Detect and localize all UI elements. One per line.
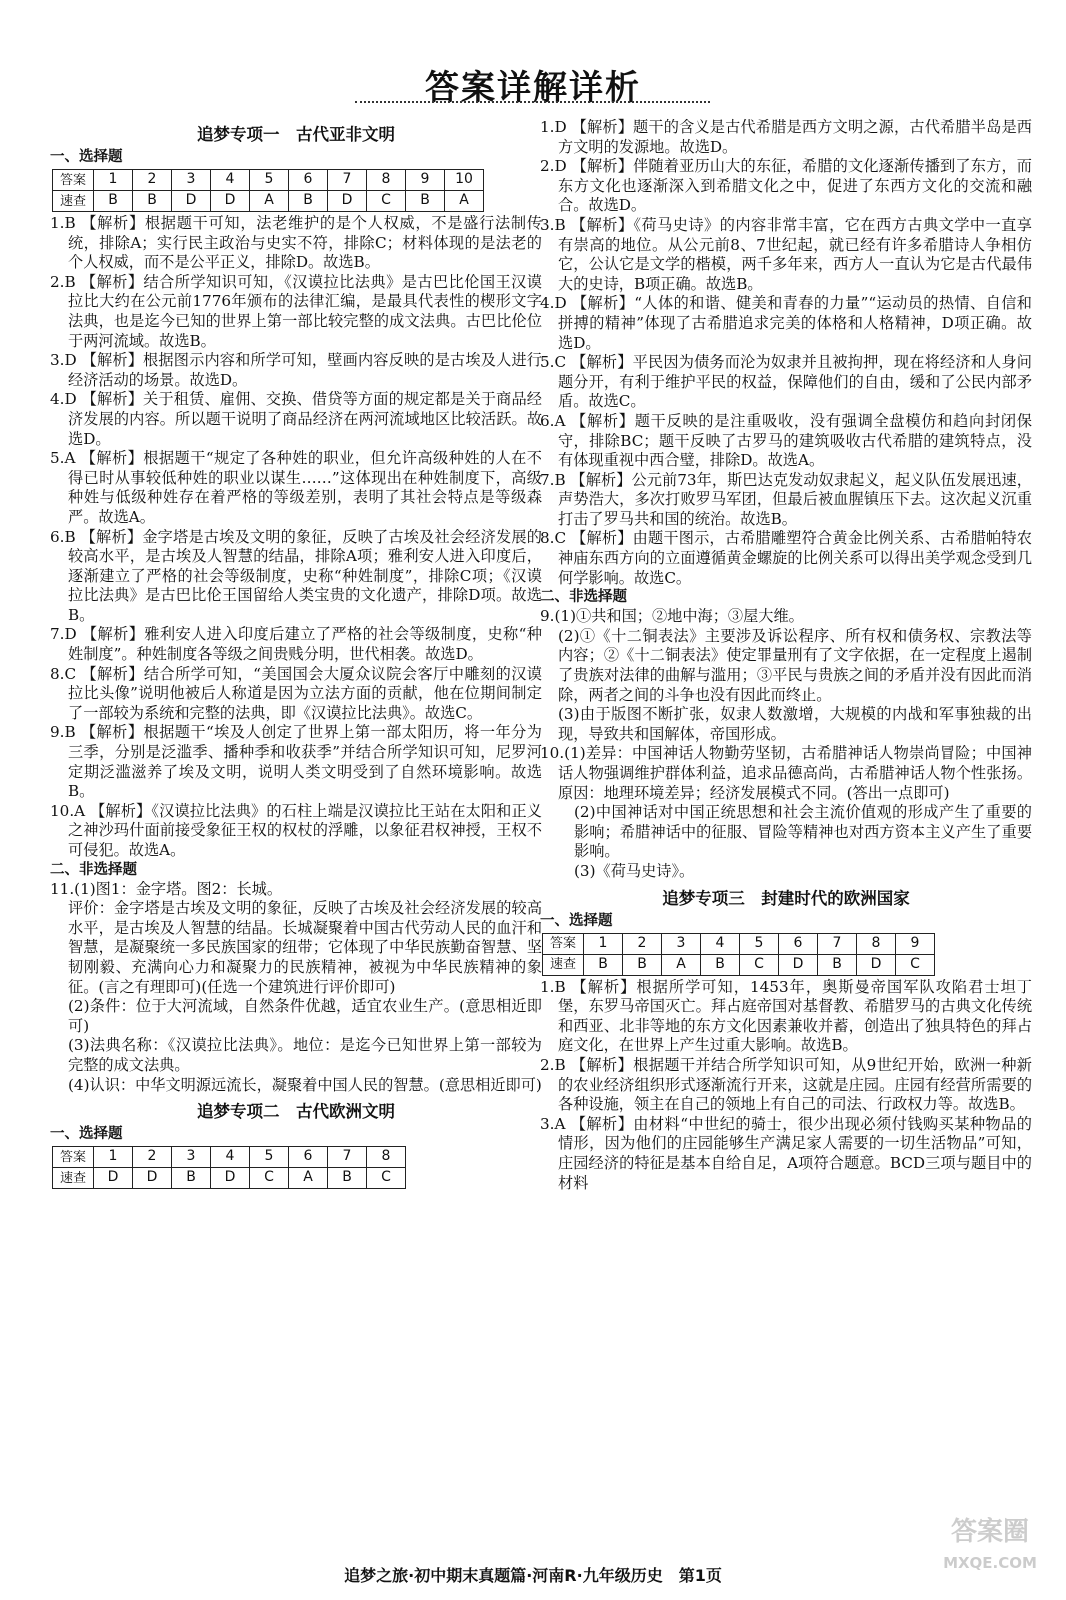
answer-cell: B	[623, 954, 662, 975]
list-item: 4.D 【解析】关于租赁、雇佣、交换、借贷等方面的规定都是关于商品经济发展的内容。所以题干说明了商品经济在两河流域地区比较活跃。故选D。	[50, 390, 542, 448]
answer-cell: C	[367, 1168, 406, 1189]
list-item: 3.B 【解析】《荷马史诗》的内容非常丰富，它在西方古典文学中一直享有崇高的地位。从公元前8、7世纪起，就已经有许多希腊诗人争相仿它，公认它是文学的楷模，两千多年来，西方人一直认为它是古代最伟大的史诗，B项正确。故选B。	[540, 215, 1032, 293]
list-item: 1.B 【解析】根据题干可知，法老维护的是个人权威，不是盛行法制传统，排除A；实行民主政治与史实不符，排除C；材料体现的是法老的个人权威，而不是公平正义，排除D。故选B。	[50, 214, 542, 272]
list-item: 7.B 【解析】公元前73年，斯巴达克发动奴隶起义，起义队伍发展迅速，声势浩大，多次打败罗马军团，但最后被血腥镇压下去。这次起义沉重打击了罗马共和国的统治。故选B。	[540, 470, 1032, 528]
answer-cell: D	[328, 191, 367, 212]
title-underline	[355, 101, 710, 103]
question-number-cell: 6	[289, 170, 328, 191]
watermark-logo	[930, 1500, 1050, 1580]
left-column	[50, 118, 542, 1191]
answer-cell: B	[818, 954, 857, 975]
question-number-cell: 9	[406, 170, 445, 191]
question-number-cell: 1	[584, 933, 623, 954]
question-number-cell: 10	[445, 170, 484, 191]
list-item: 9.(1)①共和国；②地中海；③屋大维。	[540, 607, 804, 626]
answer-table-1	[52, 169, 484, 212]
list-item: (3)《荷马史诗》。	[574, 861, 695, 880]
question-number-cell: 8	[367, 170, 406, 191]
question-10	[540, 744, 1032, 881]
question-number-cell: 1	[94, 1147, 133, 1168]
answer-cell: D	[779, 954, 818, 975]
table-label-check: 速查	[53, 191, 94, 212]
answer-cell: B	[133, 191, 172, 212]
list-item: (2)①《十二铜表法》主要涉及诉讼程序、所有权和债务权、宗教法等内容；②《十二铜表法》使定罪量刑有了文字依据，在一定程度上遏制了贵族对法律的曲解与滥用；③平民与贵族之间的矛盾并没有因此而消除，两者之间的斗争也没有因此而终止。	[558, 626, 1032, 704]
question-number-cell: 8	[367, 1147, 406, 1168]
section-title-3: 追梦专项三 封建时代的欧洲国家	[662, 888, 910, 908]
list-item: 4.D 【解析】“人体的和谐、健美和青春的力量”“运动员的热情、自信和拼搏的精神”体现了古希腊追求完美的体格和人格精神，D项正确。故选D。	[540, 294, 1032, 352]
page-footer: 追梦之旅·初中期末真题篇·河南R·九年级历史 第1页	[344, 1566, 722, 1585]
page-title: 答案详解详析	[425, 68, 641, 108]
question-number-cell: 5	[250, 1147, 289, 1168]
answer-cell: B	[406, 191, 445, 212]
list-item: 10.(1)差异：中国神话人物勤劳坚韧，古希腊神话人物崇尚冒险；中国神话人物强调维护群体利益，追求品德高尚，古希腊神话人物个性张扬。原因：地理环境差异；经济发展模式不同。(答出一点即可)	[540, 744, 1032, 802]
question-number-cell: 4	[211, 1147, 250, 1168]
answer-list-2	[540, 118, 1032, 588]
answer-cell: C	[367, 191, 406, 212]
list-item: (2)中国神话对中国正统思想和社会主流价值观的形成产生了重要的影响；希腊神话中的征服、冒险等精神也对西方资本主义产生了重要影响。	[574, 803, 1032, 861]
question-number-cell: 1	[94, 170, 133, 191]
list-item: 3.D 【解析】根据图示内容和所学可知，壁画内容反映的是古埃及人进行经济活动的场景。故选D。	[50, 351, 542, 389]
list-item: 5.A 【解析】根据题干“规定了各种姓的职业，但允许高级种姓的人在不得已时从事较低种姓的职业以谋生……”这体现出在种姓制度下，高级种姓与低级种姓存在着严格的等级差别，表明了其社会特点是等级森严。故选A。	[50, 449, 542, 526]
choice-heading-1: 一、选择题	[50, 149, 123, 165]
choice-heading-2: 一、选择题	[50, 1126, 123, 1143]
answer-list-1	[50, 214, 542, 861]
list-item: 6.A 【解析】题干反映的是注重吸收，没有强调全盘模仿和趋向封闭保守，排除BC；题干反映了古罗马的建筑吸收古代希腊的建筑特点，没有体现重视中西合璧，排除D。故选A。	[540, 411, 1032, 470]
list-item: 2.B 【解析】结合所学知识可知，《汉谟拉比法典》是古巴比伦国王汉谟拉比大约在公元前1776年颁布的法律汇编，是最具代表性的楔形文字法典，也是迄今已知的世界上第一部比较完整的成文法典。古巴比伦位于两河流域。故选B。	[50, 272, 542, 350]
watermark-text: 答案圈	[950, 1517, 1030, 1547]
answer-cell: A	[250, 191, 289, 212]
question-number-cell: 4	[701, 933, 740, 954]
answer-cell: B	[289, 191, 328, 212]
question-number-cell: 8	[857, 933, 896, 954]
list-item: 1.D 【解析】题干的含义是古代希腊是西方文明之源，古代希腊半岛是西方文明的发源地。故选D。	[540, 118, 1032, 156]
answer-cell: D	[211, 191, 250, 212]
question-number-cell: 2	[133, 1147, 172, 1168]
question-number-cell: 2	[623, 933, 662, 954]
question-number-cell: 6	[779, 933, 818, 954]
answer-cell: C	[250, 1168, 289, 1189]
section-title-1: 追梦专项一 古代亚非文明	[197, 125, 395, 144]
list-item: 7.D 【解析】雅利安人进入印度后建立了严格的社会等级制度，史称“种姓制度”。种姓制度各等级之间贵贱分明，世代相袭。故选D。	[50, 625, 542, 664]
answer-table-3	[542, 933, 935, 976]
list-item: 评价：金字塔是古埃及文明的象征，反映了古埃及社会经济发展的较高水平，是古埃及人智慧的结晶。长城凝聚着中国古代劳动人民的血汗和智慧，是凝聚统一多民族国家的纽带；它体现了中华民族勤奋智慧、坚韧刚毅、充满向心力和凝聚力的民族精神，被视为中华民族精神的象征。(言之有理即可)(任选一个建筑进行评价即可)	[68, 899, 542, 996]
question-11	[50, 880, 542, 1096]
answer-cell: C	[896, 954, 935, 975]
answer-cell: A	[662, 954, 701, 975]
question-number-cell: 3	[172, 1147, 211, 1168]
section-title-2: 追梦专项二 古代欧洲文明	[197, 1102, 395, 1122]
answer-cell: B	[584, 954, 623, 975]
choice-heading-3: 一、选择题	[540, 912, 613, 929]
answer-table-2	[52, 1146, 406, 1189]
list-item: 1.B 【解析】根据所学可知，1453年，奥斯曼帝国军队攻陷君士坦丁堡，东罗马帝国灭亡。拜占庭帝国对基督教、希腊罗马的古典文化传统和西亚、北非等地的东方文化因素兼收并蓄，创造出了独具特色的拜占庭文化，在世界上产生过重大影响。故选B。	[540, 977, 1032, 1055]
question-number-cell: 6	[289, 1147, 328, 1168]
answer-cell: D	[133, 1168, 172, 1189]
answer-cell: B	[328, 1168, 367, 1189]
answer-cell: B	[172, 1168, 211, 1189]
question-number-cell: 2	[133, 170, 172, 191]
list-item: (3)法典名称：《汉谟拉比法典》。地位：是迄今已知世界上第一部较为完整的成文法典。	[68, 1036, 542, 1074]
question-number-cell: 3	[662, 933, 701, 954]
list-item: 3.A 【解析】由材料“中世纪的骑士，很少出现必须付钱购买某种物品的情形，因为他们的庄园能够生产满足家人需要的一切生活物品”可知，庄园经济的特征是基本自给自足，A项符合题意。BCD三项与题目中的材料	[540, 1114, 1032, 1192]
list-item: 11.(1)图1：金字塔。图2：长城。	[50, 879, 283, 898]
watermark-url: MXQE.COM	[943, 1554, 1037, 1572]
list-item: 2.B 【解析】根据题干并结合所学知识可知，从9世纪开始，欧洲一种新的农业经济组织形式逐渐流行开来，这就是庄园。庄园有经营所需要的各种设施，领主在自己的领地上有自己的司法、行政权力等。故选B。	[540, 1055, 1032, 1114]
list-item: 5.C 【解析】平民因为债务而沦为奴隶并且被拘押，现在将经济和人身问题分开，有利于维护平民的权益，保障他们的自由，缓和了公民内部矛盾。故选C。	[540, 353, 1032, 411]
list-item: (4)认识：中华文明源远流长，凝聚着中国人民的智慧。(意思相近即可)	[68, 1075, 542, 1094]
list-item: 8.C 【解析】由题干图示，古希腊雕塑符合黄金比例关系、古希腊帕特农神庙东西方向的立面遵循黄金螺旋的比例关系可以得出美学观念受到几何学影响。故选C。	[540, 529, 1032, 587]
answer-cell: C	[740, 954, 779, 975]
question-number-cell: 7	[328, 1147, 367, 1168]
question-number-cell: 3	[172, 170, 211, 191]
table-label-check: 速查	[53, 1168, 94, 1189]
question-number-cell: 7	[818, 933, 857, 954]
question-number-cell: 5	[740, 933, 779, 954]
question-number-cell: 9	[896, 933, 935, 954]
answer-cell: A	[289, 1168, 328, 1189]
nonchoice-heading-2: 二、非选择题	[540, 589, 627, 606]
right-column	[540, 118, 1032, 1193]
answer-cell: D	[94, 1168, 133, 1189]
question-number-cell: 4	[211, 170, 250, 191]
answer-cell: A	[445, 191, 484, 212]
question-9	[540, 607, 1032, 744]
question-number-cell: 5	[250, 170, 289, 191]
list-item: 6.B 【解析】金字塔是古埃及文明的象征，反映了古埃及社会经济发展的较高水平，是古埃及人智慧的结晶，排除A项；雅利安人进入印度后，逐渐建立了严格的社会等级制度，史称“种姓制度”，排除C项；《汉谟拉比法典》是古巴比伦王国留给人类宝贵的文化遗产，排除D项。故选B。	[50, 527, 542, 624]
answer-cell: B	[94, 191, 133, 212]
table-label-answer: 答案	[543, 933, 584, 954]
nonchoice-heading-1: 二、非选择题	[50, 861, 137, 878]
table-label-answer: 答案	[53, 170, 94, 191]
answer-cell: D	[172, 191, 211, 212]
list-item: (3)由于版图不断扩张，奴隶人数激增，大规模的内战和军事独裁的出现，导致共和国解体，帝国形成。	[558, 705, 1032, 743]
answer-cell: B	[701, 954, 740, 975]
list-item: 10.A 【解析】《汉谟拉比法典》的石柱上端是汉谟拉比王站在太阳和正义之神沙玛什面前接受象征王权的权杖的浮雕，以象征君权神授，王权不可侵犯。故选A。	[50, 801, 542, 859]
list-item: 8.C 【解析】结合所学可知，“美国国会大厦众议院会客厅中雕刻的汉谟拉比头像”说明他被后人称道是因为立法方面的贡献，他在位期间制定了一部较为系统和完整的法典，即《汉谟拉比法典》。故选C。	[50, 664, 542, 722]
answer-cell: D	[211, 1168, 250, 1189]
answer-list-3	[540, 978, 1032, 1194]
list-item: 9.B 【解析】根据题干“埃及人创定了世界上第一部太阳历，将一年分为三季，分别是泛滥季、播种季和收获季”并结合所学知识可知，尼罗河定期泛滥滋养了埃及文明，说明人类文明受到了自然环境影响。故选B。	[50, 723, 542, 801]
question-number-cell: 7	[328, 170, 367, 191]
list-item: 2.D 【解析】伴随着亚历山大的东征，希腊的文化逐渐传播到了东方，而东方文化也逐渐深入到希腊文化之中，促进了东西方文化的交流和融合。故选D。	[540, 157, 1032, 215]
table-label-answer: 答案	[53, 1147, 94, 1168]
table-label-check: 速查	[543, 954, 584, 975]
answer-cell: D	[857, 954, 896, 975]
list-item: (2)条件：位于大河流域，自然条件优越，适宜农业生产。(意思相近即可)	[68, 997, 542, 1035]
